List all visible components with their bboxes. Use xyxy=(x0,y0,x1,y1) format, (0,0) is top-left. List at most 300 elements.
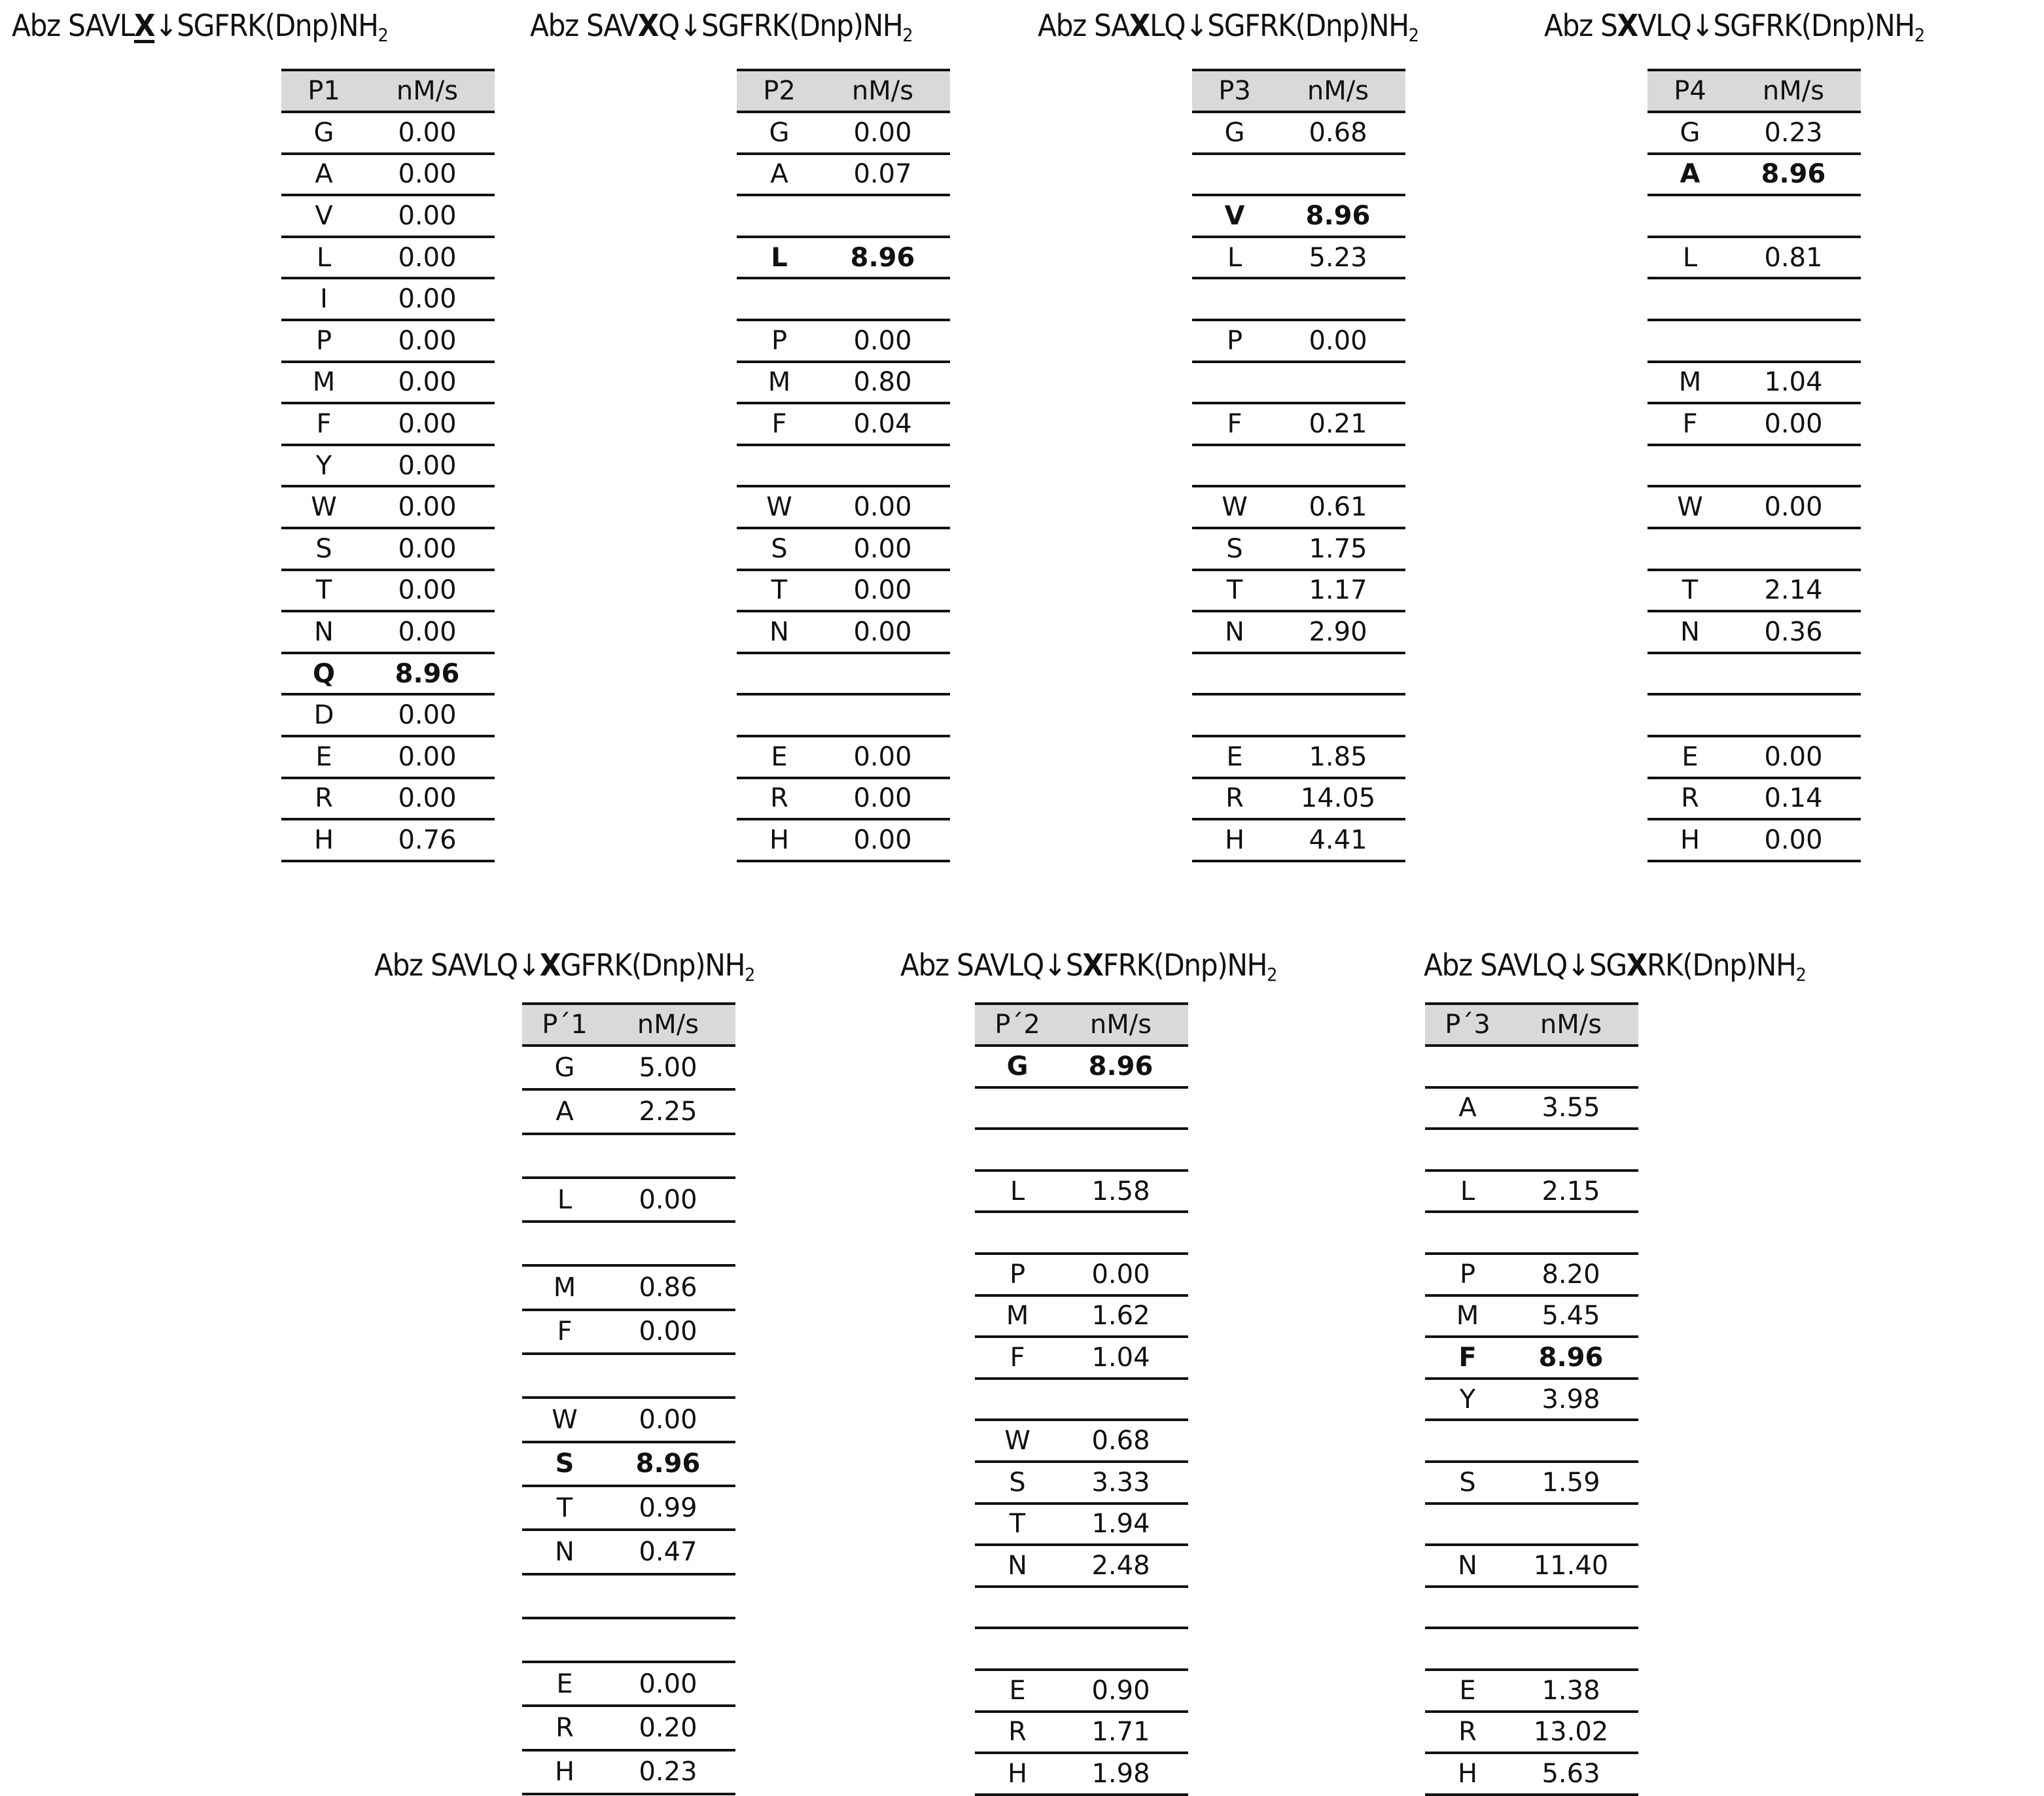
amino-acid: H xyxy=(1457,1758,1478,1789)
rate-value: 0.36 xyxy=(1764,616,1823,647)
rate-value: 1.59 xyxy=(1542,1467,1600,1498)
title-suffix: GFRK(Dnp)NH xyxy=(560,947,745,983)
amino-acid: G xyxy=(1680,117,1700,148)
amino-acid: R xyxy=(770,783,788,814)
rate-value: 0.00 xyxy=(1091,1259,1150,1290)
title-subscript: 2 xyxy=(378,24,388,46)
table-row xyxy=(281,321,495,363)
amino-acid: I xyxy=(320,284,328,315)
table-row xyxy=(522,1091,735,1135)
rate-value: 2.14 xyxy=(1764,575,1823,606)
rate-value: 0.76 xyxy=(398,824,457,855)
amino-acid: F xyxy=(771,408,787,439)
table-row xyxy=(281,737,495,779)
table-row xyxy=(737,238,950,280)
table-row xyxy=(1425,1505,1638,1547)
amino-acid: M xyxy=(1006,1301,1029,1331)
title-suffix: VLQ↓SGFRK(Dnp)NH xyxy=(1637,8,1914,43)
title-subscript: 2 xyxy=(1408,24,1418,46)
amino-acid: R xyxy=(1458,1717,1477,1748)
table-row xyxy=(1425,1588,1638,1630)
table-row xyxy=(281,238,495,280)
amino-acid: L xyxy=(316,242,332,273)
rate-value: 0.07 xyxy=(853,159,912,190)
table-row xyxy=(1425,1380,1638,1422)
table-row xyxy=(737,779,950,821)
table-row xyxy=(975,1463,1188,1505)
rate-value: 0.99 xyxy=(639,1492,697,1523)
table-row xyxy=(1648,529,1861,571)
table-row xyxy=(1425,1213,1638,1255)
amino-acid: R xyxy=(555,1713,574,1744)
rate-value: 0.80 xyxy=(853,367,912,398)
table-row xyxy=(522,1267,735,1311)
amino-acid: H xyxy=(1224,824,1245,855)
rate-value: 3.55 xyxy=(1542,1093,1600,1123)
table-header xyxy=(281,69,495,113)
rate-table-p2 xyxy=(737,69,950,862)
table-row xyxy=(1192,696,1405,737)
title-subscript: 2 xyxy=(1795,964,1806,985)
rate-value: 0.00 xyxy=(1764,408,1823,439)
amino-acid: F xyxy=(557,1316,573,1347)
table-row xyxy=(1648,196,1861,238)
table-row xyxy=(1192,196,1405,238)
table-row xyxy=(1648,404,1861,446)
table-row xyxy=(737,404,950,446)
rate-value: 0.00 xyxy=(398,159,457,190)
header-unit: nM/s xyxy=(1089,1010,1152,1040)
table-row xyxy=(737,196,950,238)
rate-value: 0.00 xyxy=(853,533,912,564)
substrate-title-p2-prime xyxy=(900,947,1277,985)
table-row xyxy=(737,279,950,321)
rate-value: 13.02 xyxy=(1533,1717,1609,1748)
title-suffix: RK(Dnp)NH xyxy=(1647,947,1796,983)
title-variable-position: X xyxy=(539,947,561,983)
rate-value: 0.00 xyxy=(853,824,912,855)
amino-acid: M xyxy=(553,1273,576,1303)
amino-acid: L xyxy=(1227,242,1242,273)
rate-value: 0.00 xyxy=(639,1668,697,1699)
amino-acid: S xyxy=(771,533,788,564)
rate-value: 0.00 xyxy=(398,741,457,772)
table-header xyxy=(522,1002,735,1047)
substrate-title-p1-prime xyxy=(374,947,754,985)
amino-acid: N xyxy=(1458,1550,1477,1581)
table-row xyxy=(1192,446,1405,488)
table-row xyxy=(1648,779,1861,821)
title-subscript: 2 xyxy=(902,24,913,46)
table-row xyxy=(281,404,495,446)
rate-value: 1.38 xyxy=(1542,1675,1600,1706)
amino-acid: P xyxy=(1459,1259,1476,1290)
rate-value: 0.61 xyxy=(1309,492,1367,523)
rate-value: 5.63 xyxy=(1542,1758,1600,1789)
table-row xyxy=(281,571,495,613)
amino-acid: S xyxy=(315,533,332,564)
table-header xyxy=(1192,69,1405,113)
table-row xyxy=(737,820,950,862)
table-row xyxy=(522,1707,735,1751)
table-row xyxy=(975,1421,1188,1463)
table-row xyxy=(522,1135,735,1179)
header-position: P´1 xyxy=(542,1010,588,1040)
rate-value: 0.23 xyxy=(639,1757,697,1787)
amino-acid: L xyxy=(1682,242,1698,273)
amino-acid: T xyxy=(1682,575,1699,606)
rate-value: 8.96 xyxy=(1088,1051,1154,1082)
table-row xyxy=(975,1380,1188,1422)
rate-value: 0.00 xyxy=(853,616,912,647)
title-variable-position: X xyxy=(1129,8,1150,43)
table-row xyxy=(737,155,950,197)
amino-acid: H xyxy=(313,824,334,855)
table-row xyxy=(281,446,495,488)
table-row xyxy=(522,1487,735,1531)
rate-value: 0.00 xyxy=(398,325,457,356)
amino-acid: G xyxy=(1006,1051,1029,1082)
table-row xyxy=(975,1588,1188,1630)
table-row xyxy=(737,321,950,363)
title-prefix: Abz SAV xyxy=(530,8,638,43)
rate-value: 0.00 xyxy=(853,325,912,356)
table-row xyxy=(1648,363,1861,405)
rate-value: 0.00 xyxy=(398,242,457,273)
rate-value: 2.90 xyxy=(1309,616,1367,647)
rate-value: 1.94 xyxy=(1091,1509,1150,1540)
amino-acid: H xyxy=(769,824,790,855)
table-row xyxy=(281,779,495,821)
amino-acid: T xyxy=(1226,575,1243,606)
table-row xyxy=(975,1172,1188,1214)
title-variable-position: X xyxy=(133,8,155,43)
amino-acid: A xyxy=(555,1096,574,1127)
table-row xyxy=(1425,1297,1638,1339)
table-row xyxy=(1192,238,1405,280)
table-row xyxy=(1192,363,1405,405)
title-prefix: Abz S xyxy=(1544,8,1617,43)
rate-value: 0.00 xyxy=(398,408,457,439)
table-row xyxy=(522,1399,735,1443)
amino-acid: G xyxy=(554,1052,575,1083)
amino-acid: A xyxy=(1680,159,1700,190)
substrate-title-p1 xyxy=(12,8,388,46)
table-row xyxy=(1648,696,1861,737)
table-row xyxy=(737,113,950,155)
table-row xyxy=(975,1629,1188,1671)
rate-value: 0.00 xyxy=(398,616,457,647)
table-row xyxy=(522,1179,735,1223)
table-row xyxy=(1425,1172,1638,1214)
rate-value: 1.71 xyxy=(1091,1717,1150,1748)
table-row xyxy=(737,529,950,571)
table-row xyxy=(522,1311,735,1355)
amino-acid: F xyxy=(1227,408,1242,439)
title-prefix: Abz SAVL xyxy=(12,8,134,43)
rate-value: 0.47 xyxy=(639,1536,697,1567)
rate-value: 0.14 xyxy=(1764,783,1823,814)
rate-value: 1.17 xyxy=(1309,575,1367,606)
rate-value: 0.00 xyxy=(398,783,457,814)
title-subscript: 2 xyxy=(745,964,755,985)
amino-acid: R xyxy=(315,783,333,814)
amino-acid: N xyxy=(555,1536,574,1567)
table-row xyxy=(1425,1338,1638,1380)
amino-acid: N xyxy=(314,616,334,647)
amino-acid: S xyxy=(555,1449,574,1479)
rate-value: 1.75 xyxy=(1309,533,1367,564)
rate-value: 0.00 xyxy=(853,492,912,523)
header-position: P2 xyxy=(763,76,796,106)
amino-acid: L xyxy=(1010,1176,1025,1206)
header-unit: nM/s xyxy=(396,76,459,106)
table-row xyxy=(522,1752,735,1795)
table-row xyxy=(1425,1629,1638,1671)
rate-value: 5.45 xyxy=(1542,1301,1600,1331)
table-header xyxy=(1648,69,1861,113)
amino-acid: H xyxy=(1680,824,1700,855)
table-row xyxy=(1192,654,1405,696)
table-row xyxy=(1425,1089,1638,1131)
amino-acid: Y xyxy=(1459,1384,1476,1415)
table-row xyxy=(1192,279,1405,321)
rate-value: 14.05 xyxy=(1300,783,1376,814)
title-suffix: LQ↓SGFRK(Dnp)NH xyxy=(1150,8,1409,43)
rate-value: 0.68 xyxy=(1091,1426,1150,1456)
table-row xyxy=(1192,571,1405,613)
table-row xyxy=(1648,113,1861,155)
rate-value: 0.00 xyxy=(398,117,457,148)
table-row xyxy=(1425,1421,1638,1463)
amino-acid: V xyxy=(1224,200,1245,231)
header-position: P4 xyxy=(1674,76,1706,106)
title-prefix: Abz SAVLQ↓S xyxy=(900,947,1083,983)
rate-value: 1.62 xyxy=(1091,1301,1150,1331)
table-row xyxy=(1648,487,1861,529)
amino-acid: N xyxy=(1680,616,1700,647)
table-row xyxy=(737,696,950,737)
amino-acid: W xyxy=(766,492,792,523)
title-subscript: 2 xyxy=(1914,24,1924,46)
table-row xyxy=(281,529,495,571)
rate-table-p3 xyxy=(1192,69,1405,862)
rate-value: 5.00 xyxy=(639,1052,697,1083)
rate-value: 0.00 xyxy=(398,284,457,315)
rate-value: 8.96 xyxy=(1305,200,1371,231)
table-row xyxy=(1192,487,1405,529)
rate-value: 0.00 xyxy=(398,200,457,231)
amino-acid: W xyxy=(311,492,337,523)
amino-acid: T xyxy=(1009,1509,1026,1540)
title-suffix: FRK(Dnp)NH xyxy=(1102,947,1267,983)
table-row xyxy=(975,1754,1188,1796)
table-row xyxy=(1648,820,1861,862)
header-position: P´2 xyxy=(995,1010,1040,1040)
amino-acid: L xyxy=(771,242,788,273)
title-suffix: Q↓SGFRK(Dnp)NH xyxy=(658,8,903,43)
table-row xyxy=(522,1047,735,1091)
rate-value: 0.00 xyxy=(398,367,457,398)
amino-acid: G xyxy=(313,117,334,148)
rate-value: 4.41 xyxy=(1309,824,1367,855)
rate-value: 0.00 xyxy=(853,741,912,772)
amino-acid: F xyxy=(1010,1342,1025,1373)
table-row xyxy=(975,1297,1188,1339)
table-row xyxy=(1192,321,1405,363)
amino-acid: S xyxy=(1226,533,1243,564)
table-row xyxy=(281,155,495,197)
amino-acid: Y xyxy=(315,450,332,481)
table-row xyxy=(1648,321,1861,363)
amino-acid: R xyxy=(1681,783,1699,814)
amino-acid: A xyxy=(770,159,788,190)
table-row xyxy=(281,696,495,737)
table-row xyxy=(1648,238,1861,280)
rate-value: 0.21 xyxy=(1309,408,1367,439)
rate-value: 5.23 xyxy=(1309,242,1367,273)
title-prefix: Abz SA xyxy=(1038,8,1129,43)
table-row xyxy=(281,113,495,155)
amino-acid: H xyxy=(1007,1758,1028,1789)
rate-value: 8.96 xyxy=(1538,1342,1604,1373)
table-row xyxy=(975,1255,1188,1297)
rate-value: 3.33 xyxy=(1091,1467,1150,1498)
amino-acid: E xyxy=(1009,1675,1026,1706)
amino-acid: M xyxy=(1456,1301,1479,1331)
table-row xyxy=(1425,1047,1638,1089)
table-row xyxy=(975,1338,1188,1380)
rate-value: 1.85 xyxy=(1309,741,1367,772)
title-variable-position: X xyxy=(1082,947,1103,983)
table-row xyxy=(281,820,495,862)
amino-acid: D xyxy=(313,700,334,731)
amino-acid: M xyxy=(312,367,336,398)
rate-value: 8.96 xyxy=(635,1449,701,1479)
substrate-title-p3 xyxy=(1038,8,1418,46)
table-row xyxy=(737,612,950,654)
table-row xyxy=(975,1047,1188,1089)
rate-value: 8.96 xyxy=(850,242,915,273)
table-row xyxy=(1192,820,1405,862)
header-position: P1 xyxy=(308,76,340,106)
title-prefix: Abz SAVLQ↓ xyxy=(374,947,540,983)
table-row xyxy=(975,1546,1188,1588)
rate-value: 1.98 xyxy=(1091,1758,1150,1789)
table-row xyxy=(522,1531,735,1575)
amino-acid: R xyxy=(1225,783,1244,814)
amino-acid: N xyxy=(1225,616,1244,647)
rate-value: 0.00 xyxy=(853,575,912,606)
rate-value: 1.04 xyxy=(1764,367,1823,398)
table-row xyxy=(1192,113,1405,155)
rate-value: 2.48 xyxy=(1091,1550,1150,1581)
amino-acid: H xyxy=(554,1757,575,1787)
table-row xyxy=(1192,529,1405,571)
amino-acid: L xyxy=(1460,1176,1475,1206)
table-row xyxy=(1425,1546,1638,1588)
table-row xyxy=(1648,279,1861,321)
title-variable-position: X xyxy=(1626,947,1648,983)
table-row xyxy=(1192,155,1405,197)
rate-value: 0.00 xyxy=(1309,325,1367,356)
table-row xyxy=(975,1089,1188,1131)
rate-value: 0.00 xyxy=(1764,492,1823,523)
table-row xyxy=(737,446,950,488)
table-row xyxy=(281,279,495,321)
amino-acid: S xyxy=(1009,1467,1026,1498)
amino-acid: M xyxy=(767,367,791,398)
rate-value: 0.00 xyxy=(1764,741,1823,772)
rate-value: 0.00 xyxy=(398,492,457,523)
rate-value: 2.25 xyxy=(639,1096,697,1127)
amino-acid: T xyxy=(556,1492,573,1523)
amino-acid: R xyxy=(1008,1717,1027,1748)
title-suffix: ↓SGFRK(Dnp)NH xyxy=(154,8,378,43)
table-row xyxy=(522,1619,735,1663)
rate-table-p1-prime xyxy=(522,1002,735,1795)
rate-value: 0.23 xyxy=(1764,117,1823,148)
table-row xyxy=(281,612,495,654)
table-row xyxy=(281,196,495,238)
header-position: P´3 xyxy=(1445,1010,1490,1040)
rate-table-p2-prime xyxy=(975,1002,1188,1796)
amino-acid: W xyxy=(1222,492,1248,523)
amino-acid: P xyxy=(1009,1259,1026,1290)
rate-value: 8.96 xyxy=(395,658,460,689)
header-unit: nM/s xyxy=(1540,1010,1602,1040)
table-row xyxy=(737,571,950,613)
rate-table-p1 xyxy=(281,69,495,862)
table-row xyxy=(1192,737,1405,779)
rate-value: 1.04 xyxy=(1091,1342,1150,1373)
table-row xyxy=(975,1213,1188,1255)
table-row xyxy=(281,363,495,405)
table-row xyxy=(737,654,950,696)
title-variable-position: X xyxy=(637,8,658,43)
rate-table-p3-prime xyxy=(1425,1002,1638,1796)
rate-value: 0.00 xyxy=(639,1184,697,1215)
rate-value: 3.98 xyxy=(1542,1384,1600,1415)
amino-acid: P xyxy=(1226,325,1243,356)
amino-acid: F xyxy=(316,408,332,439)
amino-acid: G xyxy=(1224,117,1245,148)
header-unit: nM/s xyxy=(1307,76,1369,106)
amino-acid: E xyxy=(1682,741,1699,772)
amino-acid: E xyxy=(1226,741,1243,772)
amino-acid: E xyxy=(1459,1675,1476,1706)
amino-acid: E xyxy=(315,741,332,772)
table-row xyxy=(522,1223,735,1267)
table-row xyxy=(1425,1255,1638,1297)
amino-acid: T xyxy=(315,575,332,606)
rate-value: 0.00 xyxy=(639,1316,697,1347)
table-header xyxy=(1425,1002,1638,1047)
table-row xyxy=(1192,404,1405,446)
table-row xyxy=(1425,1463,1638,1505)
amino-acid: W xyxy=(1677,492,1703,523)
rate-value: 0.00 xyxy=(1764,824,1823,855)
amino-acid: Q xyxy=(312,658,335,689)
table-row xyxy=(1192,612,1405,654)
amino-acid: P xyxy=(771,325,788,356)
table-row xyxy=(522,1355,735,1399)
table-row xyxy=(281,487,495,529)
amino-acid: T xyxy=(771,575,788,606)
table-row xyxy=(737,487,950,529)
amino-acid: E xyxy=(771,741,788,772)
table-row xyxy=(1425,1754,1638,1796)
